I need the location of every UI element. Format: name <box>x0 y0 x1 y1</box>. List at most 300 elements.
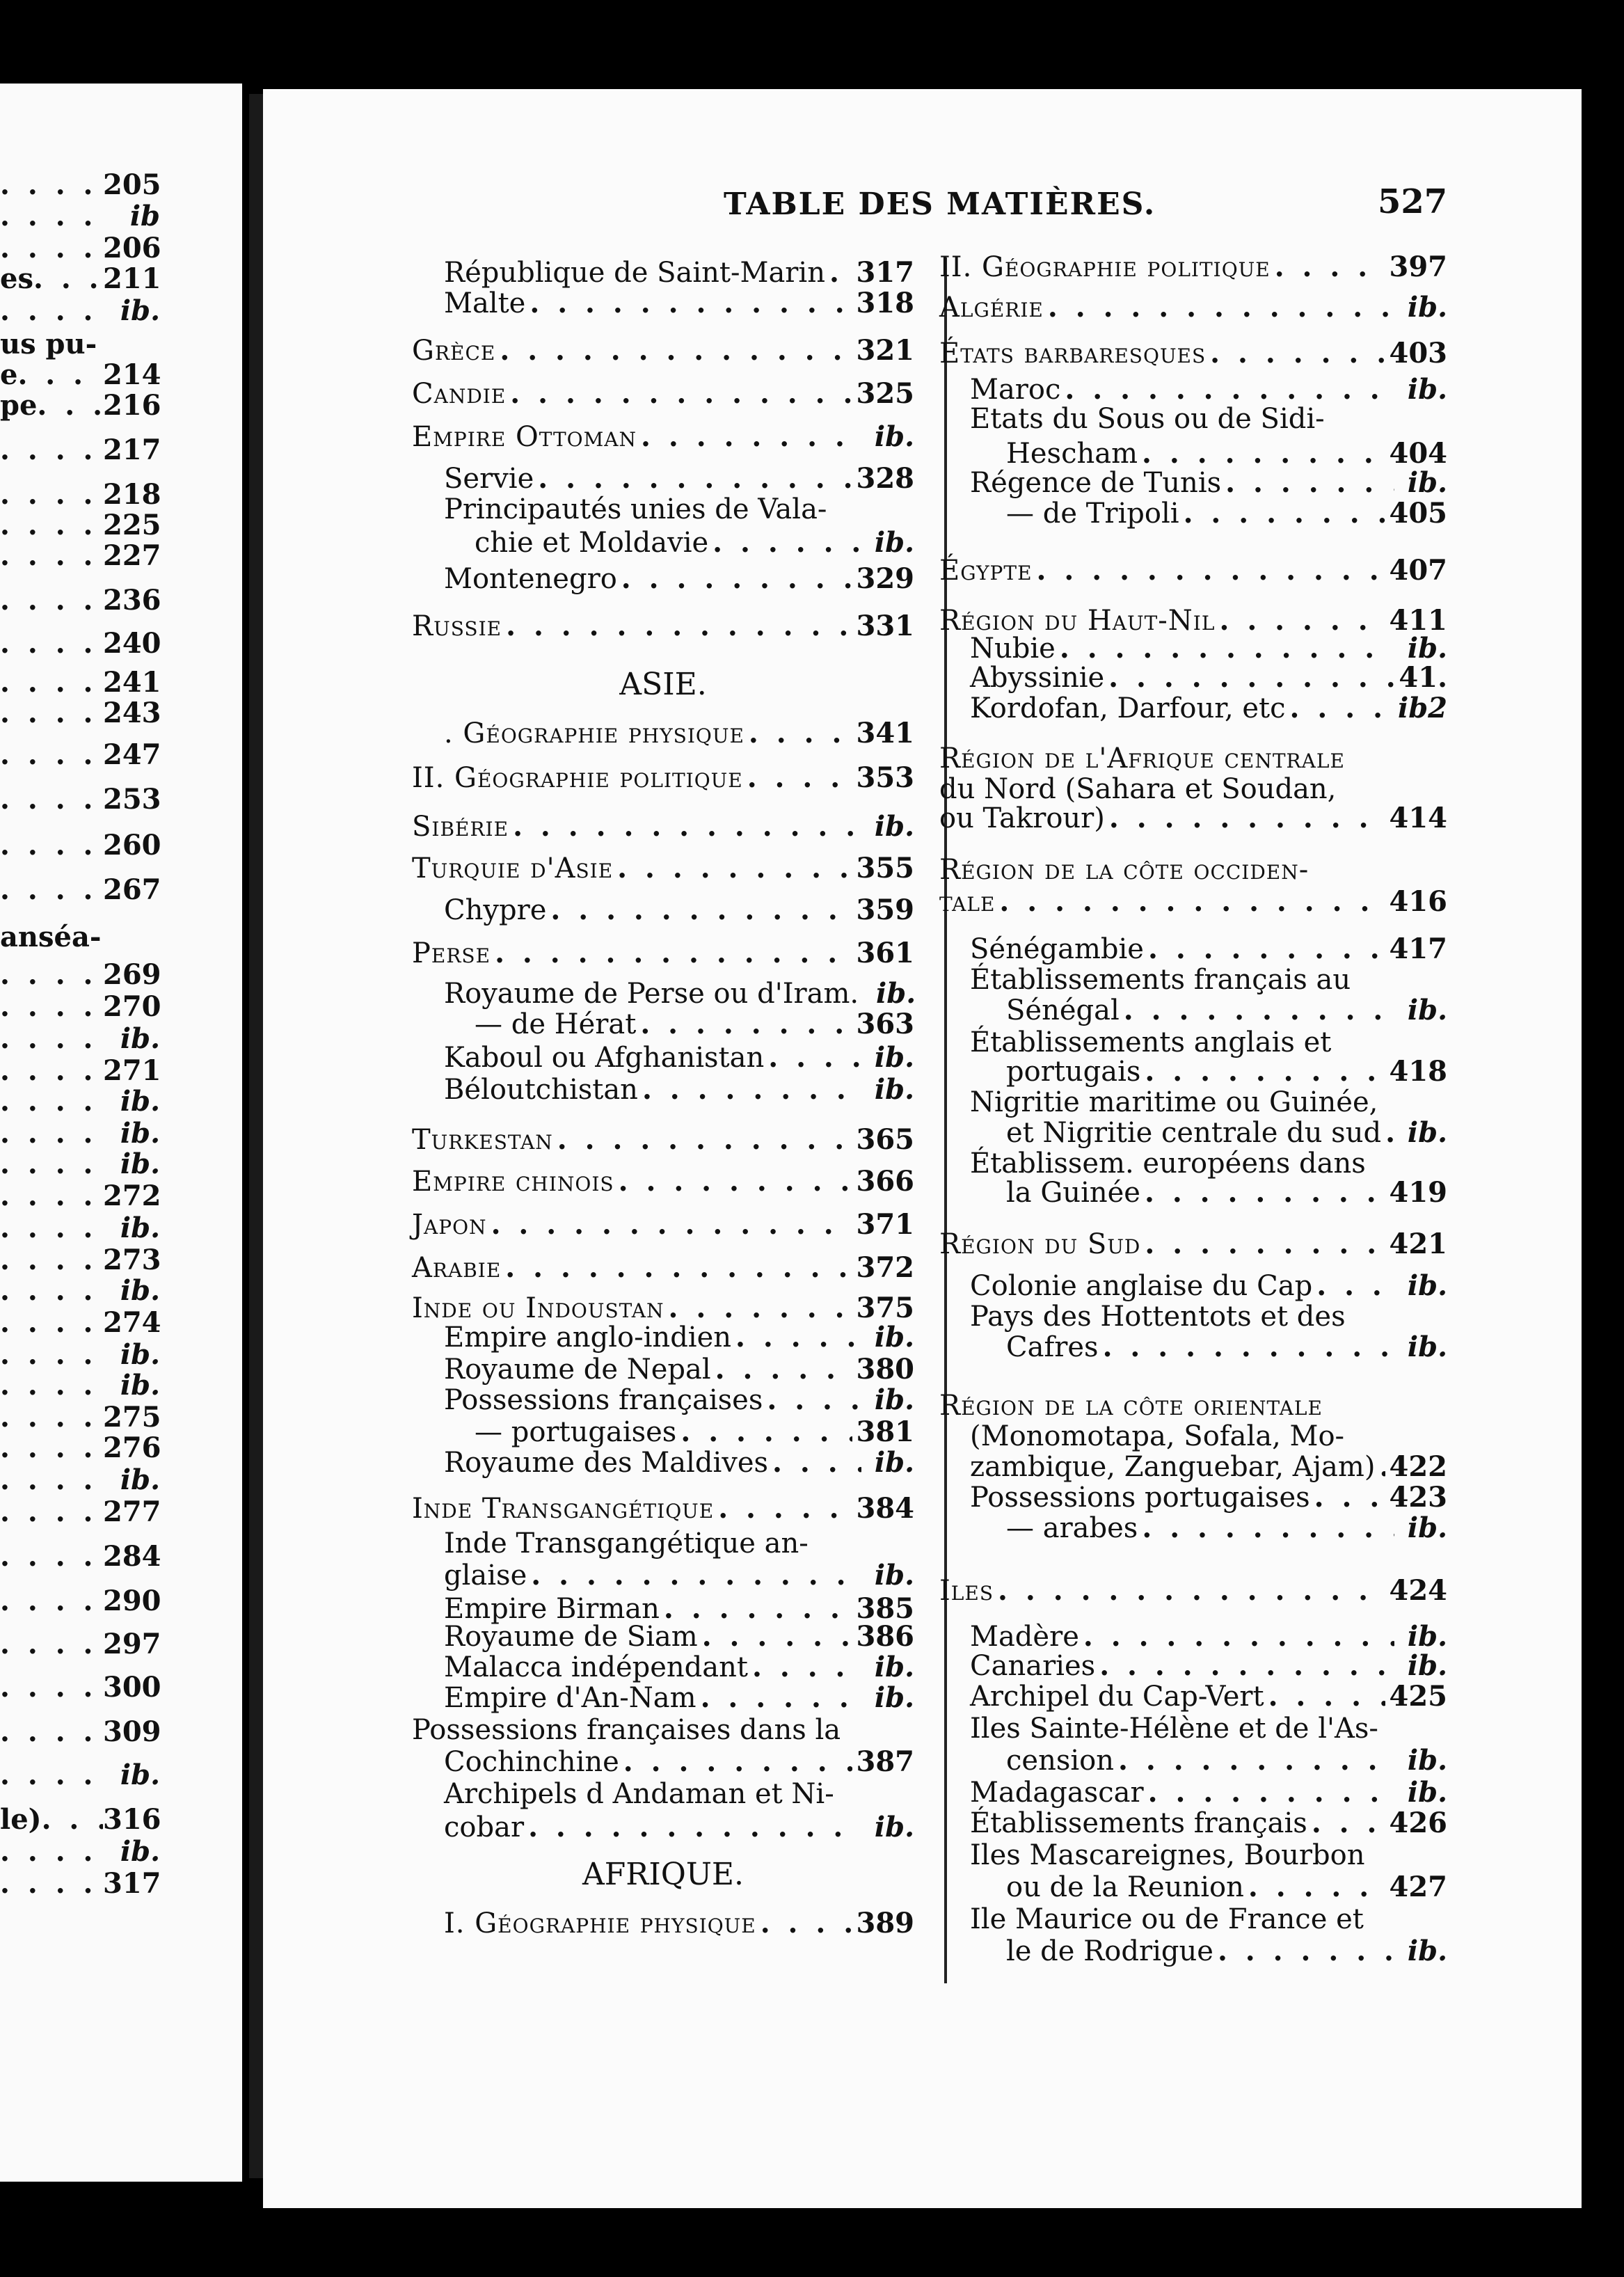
left-page-entry-page: ib. <box>120 1759 160 1791</box>
toc-entry <box>939 1300 1447 1333</box>
toc-entry <box>412 1777 914 1811</box>
toc-entry <box>939 337 1447 370</box>
toc-entry-page: ib. <box>1407 1269 1447 1302</box>
left-page-entry <box>0 1244 242 1276</box>
dot-leader <box>538 462 852 495</box>
left-page-entry-page: 206 <box>103 232 161 264</box>
toc-entry-title: Montenegro <box>444 563 617 595</box>
dot-leader <box>735 1321 861 1354</box>
toc-entry-title: Malacca indépendant <box>444 1651 748 1683</box>
dot-leader <box>0 232 103 264</box>
dot-leader <box>749 717 852 750</box>
left-page-entry-page: 267 <box>103 873 161 906</box>
dot-leader <box>1385 1116 1394 1150</box>
left-page-entry-title: pe <box>0 389 38 422</box>
toc-entry-title: Chypre <box>444 894 547 926</box>
dot-leader <box>0 1275 103 1307</box>
dot-leader <box>0 1118 103 1150</box>
toc-entry-page: ib. <box>1407 1512 1447 1544</box>
toc-entry-title: Sibérie <box>412 811 509 843</box>
dot-leader <box>1118 1744 1394 1777</box>
left-page-entry <box>0 1180 242 1212</box>
toc-entry-title: Région de la côte orientale <box>939 1390 1323 1422</box>
toc-entry-page: 361 <box>856 937 914 969</box>
toc-entry-title: Royaume de Nepal <box>444 1354 711 1386</box>
toc-entry <box>939 1935 1447 1968</box>
dot-leader <box>0 1055 103 1087</box>
left-page <box>0 84 242 2182</box>
toc-entry-page: 371 <box>856 1208 914 1241</box>
toc-entry <box>412 334 914 367</box>
dot-leader <box>0 830 103 862</box>
toc-entry-title: Égypte <box>939 555 1033 587</box>
toc-entry-title: Royaume de Siam <box>444 1621 698 1653</box>
toc-entry-page: ib. <box>874 1383 914 1416</box>
toc-entry <box>939 885 1447 919</box>
toc-entry-page: 359 <box>856 894 914 926</box>
toc-entry-title: I. Géographie physique <box>444 1907 756 1939</box>
dot-leader <box>1037 554 1385 587</box>
dot-leader <box>0 1759 103 1791</box>
toc-entry <box>939 1574 1447 1608</box>
toc-entry <box>412 1292 914 1325</box>
left-page-entry <box>0 1402 242 1434</box>
dot-leader <box>1268 1680 1385 1713</box>
toc-entry-title: ou de la Reunion <box>1006 1871 1244 1903</box>
dot-leader <box>0 739 103 771</box>
toc-entry <box>939 1680 1447 1713</box>
dot-leader <box>621 562 852 596</box>
left-page-entry-page: 227 <box>103 539 161 572</box>
dot-leader <box>701 1681 861 1715</box>
left-page-entry <box>0 921 242 953</box>
left-page-entry <box>0 1148 242 1180</box>
dot-leader <box>0 169 103 201</box>
toc-entry <box>412 1492 914 1525</box>
toc-entry-page: 407 <box>1389 554 1447 587</box>
left-page-entry <box>0 1118 242 1150</box>
dot-leader <box>0 1432 103 1464</box>
toc-entry-page: 419 <box>1389 1176 1447 1209</box>
left-page-entry-title: e <box>0 358 18 391</box>
dot-leader <box>1142 1512 1394 1545</box>
toc-entry-page: 366 <box>856 1165 914 1198</box>
toc-entry <box>412 1527 914 1560</box>
toc-entry-title: Kaboul ou Afghanistan <box>444 1042 765 1074</box>
left-page-entry-title: us pu- <box>0 328 97 360</box>
left-page-entry <box>0 200 242 232</box>
toc-entry <box>412 1165 914 1198</box>
left-page-entry-page: ib. <box>120 1338 160 1371</box>
left-page-entry-page: ib. <box>120 1835 160 1868</box>
toc-entry-page: 321 <box>856 334 914 367</box>
left-page-entry <box>0 1370 242 1402</box>
toc-entry-title: Grèce <box>412 335 496 367</box>
toc-entry-page: ib. <box>874 1811 914 1843</box>
section-title: AFRIQUE. <box>582 1857 745 1892</box>
left-page-entry <box>0 1541 242 1573</box>
dot-leader <box>0 1023 103 1055</box>
left-page-entry <box>0 359 242 391</box>
toc-entry <box>939 1450 1447 1484</box>
toc-entry-title: Nubie <box>970 633 1056 665</box>
left-page-entry <box>0 1212 242 1244</box>
dot-leader <box>1275 251 1385 284</box>
toc-entry-page: 422 <box>1389 1450 1447 1483</box>
toc-entry-page: ib. <box>874 1681 914 1714</box>
dot-leader <box>1184 497 1385 530</box>
dot-leader <box>0 628 103 660</box>
dot-leader <box>0 1496 103 1528</box>
left-page-entry <box>0 263 242 295</box>
dot-leader <box>17 359 103 391</box>
left-page-entry-page: 236 <box>103 584 161 617</box>
dot-leader <box>761 1907 852 1940</box>
dot-leader <box>557 1123 852 1157</box>
toc-entry-page: 380 <box>856 1353 914 1386</box>
toc-entry-page: 423 <box>1389 1481 1447 1514</box>
toc-entry-title: Possessions françaises <box>444 1384 763 1416</box>
dot-leader <box>747 761 852 795</box>
toc-entry-title: portugais <box>1006 1056 1141 1088</box>
toc-entry-title: ou Takrour) <box>939 802 1105 834</box>
toc-entry-title: Algérie <box>939 292 1044 324</box>
dot-leader <box>42 1804 103 1836</box>
left-page-entry <box>0 1716 242 1748</box>
toc-entry-page: 375 <box>856 1292 914 1324</box>
left-page-entry-page: 216 <box>103 389 161 422</box>
toc-entry-title: et Nigritie centrale du sud <box>1006 1117 1382 1149</box>
toc-entry-page: 353 <box>856 761 914 794</box>
toc-entry-title: Russie <box>412 610 502 642</box>
toc-entry-title: — arabes <box>1006 1512 1138 1544</box>
toc-entry-title: Royaume des Maldives <box>444 1447 769 1479</box>
toc-entry-title: Colonie anglaise du Cap <box>970 1270 1313 1302</box>
left-page-entry-page: ib. <box>120 1022 160 1055</box>
left-page-entry-title: le) <box>0 1803 42 1836</box>
left-page-entry-page: 270 <box>103 990 161 1023</box>
toc-entry-page: 355 <box>856 852 914 884</box>
dot-leader <box>0 1716 103 1748</box>
left-page-entry-page: 284 <box>103 1540 161 1573</box>
section-heading <box>412 1858 914 1891</box>
toc-entry-title: États barbaresques <box>939 338 1207 370</box>
toc-entry <box>412 717 914 750</box>
left-page-entry-page: 290 <box>103 1585 161 1617</box>
dot-leader <box>1218 1935 1394 1968</box>
toc-entry-page: 318 <box>856 287 914 319</box>
toc-entry <box>939 251 1447 284</box>
toc-entry <box>412 1681 914 1715</box>
dot-leader <box>1083 1620 1394 1653</box>
toc-entry-page: ib. <box>874 810 914 843</box>
left-page-entry-page: 271 <box>103 1054 161 1087</box>
toc-entry-page: 403 <box>1389 337 1447 370</box>
toc-entry-page: ib. <box>1407 632 1447 665</box>
toc-entry-page: 341 <box>856 717 914 749</box>
toc-entry-title: Japon <box>412 1209 487 1241</box>
left-page-entry-page: ib. <box>120 294 160 327</box>
toc-entry <box>939 661 1447 695</box>
toc-entry-title: République de Saint-Marin <box>444 257 825 289</box>
left-page-entry <box>0 434 242 466</box>
toc-entry <box>939 1807 1447 1840</box>
dot-leader <box>0 991 103 1023</box>
left-page-entry-page: ib. <box>120 1274 160 1307</box>
left-page-entry <box>0 784 242 816</box>
dot-leader <box>1210 337 1385 370</box>
dot-leader <box>0 1244 103 1276</box>
toc-entry <box>412 377 914 411</box>
toc-entry-title: Empire Ottoman <box>412 421 637 453</box>
toc-entry <box>939 1871 1447 1904</box>
toc-entry <box>412 420 914 454</box>
toc-entry-page: 404 <box>1389 437 1447 470</box>
left-page-entry <box>0 667 242 699</box>
dot-leader <box>0 1868 103 1900</box>
left-page-entry <box>0 1339 242 1371</box>
toc-entry-title: Région de l'Afrique centrale <box>939 743 1345 775</box>
toc-entry-page: ib. <box>1407 1776 1447 1809</box>
toc-entry-title: — de Hérat <box>475 1008 637 1040</box>
dot-leader <box>767 1383 861 1417</box>
dot-leader <box>0 1672 103 1704</box>
running-title: TABLE DES MATIÈRES. <box>724 187 1156 222</box>
toc-entry-page: ib. <box>874 1446 914 1479</box>
dot-leader <box>1124 994 1394 1027</box>
toc-entry-title: Établissem. européens dans <box>970 1148 1366 1180</box>
toc-entry-page: 365 <box>856 1123 914 1156</box>
toc-entry-title: Iles <box>939 1575 994 1607</box>
dot-leader <box>1065 373 1394 406</box>
toc-entry <box>939 1086 1447 1119</box>
toc-entry-page: 317 <box>856 256 914 289</box>
left-page-entry <box>0 509 242 541</box>
left-page-entry <box>0 1275 242 1307</box>
toc-entry-page: 416 <box>1389 885 1447 918</box>
toc-entry-page: 417 <box>1389 933 1447 965</box>
left-page-entry-page: ib. <box>120 1085 160 1118</box>
toc-entry-title: Régence de Tunis <box>970 467 1222 499</box>
toc-entry-title: Établissements anglais et <box>970 1026 1332 1058</box>
toc-entry-title: II. Géographie politique <box>412 762 743 794</box>
toc-entry <box>412 1123 914 1157</box>
toc-entry-title: cobar <box>444 1811 525 1843</box>
toc-entry <box>412 1321 914 1354</box>
left-page-entry <box>0 1432 242 1464</box>
toc-entry <box>939 1512 1447 1545</box>
dot-leader <box>0 1212 103 1244</box>
toc-entry-title: Béloutchistan <box>444 1074 638 1106</box>
left-page-entry-page: 276 <box>103 1431 161 1464</box>
toc-entry <box>939 497 1447 530</box>
toc-entry <box>939 933 1447 966</box>
toc-column-left <box>412 256 914 1996</box>
toc-entry <box>412 562 914 596</box>
dot-leader <box>1109 802 1385 835</box>
toc-entry-title: Maroc <box>970 374 1061 406</box>
toc-entry <box>412 1907 914 1940</box>
toc-entry-page: 384 <box>856 1492 914 1525</box>
dot-leader <box>0 1148 103 1180</box>
toc-entry-title: Canaries <box>970 1650 1096 1682</box>
left-page-entry-page: ib. <box>120 1212 160 1244</box>
toc-entry <box>412 1559 914 1592</box>
dot-leader <box>0 667 103 699</box>
toc-entry-title: Possessions françaises dans la <box>412 1714 841 1746</box>
toc-entry <box>412 852 914 885</box>
toc-entry-title: Empire Birman <box>444 1593 660 1625</box>
toc-entry <box>939 402 1447 436</box>
left-page-entry <box>0 169 242 201</box>
toc-entry-page: ib. <box>1407 373 1447 406</box>
toc-entry-page: 421 <box>1389 1228 1447 1260</box>
dot-leader <box>0 479 103 511</box>
toc-entry-title: Possessions portugaises <box>970 1482 1310 1514</box>
left-page-entry <box>0 1585 242 1617</box>
toc-entry-title: Principautés unies de Vala- <box>444 493 827 525</box>
left-page-entry <box>0 1836 242 1868</box>
toc-entry <box>939 291 1447 324</box>
dot-leader <box>1108 661 1394 695</box>
dot-leader <box>617 852 852 885</box>
toc-entry <box>412 1745 914 1779</box>
toc-entry-title: Arabie <box>412 1252 502 1284</box>
left-page-entry-page: 241 <box>103 666 161 699</box>
toc-entry-page: ib. <box>874 1041 914 1074</box>
toc-entry <box>412 977 914 1010</box>
toc-entry-title: Région de la côte occiden- <box>939 854 1309 886</box>
toc-entry-title: Inde ou Indoustan <box>412 1292 664 1324</box>
toc-entry-page: 411 <box>1389 604 1447 637</box>
toc-entry-page: 363 <box>856 1008 914 1040</box>
toc-entry-page: ib. <box>874 420 914 453</box>
left-page-entry-title: es <box>0 262 33 295</box>
left-page-entry <box>0 1464 242 1496</box>
dot-leader <box>0 434 103 466</box>
toc-entry-title: le de Rodrigue <box>1006 1935 1213 1967</box>
toc-entry-title: Empire chinois <box>412 1166 614 1198</box>
dot-leader <box>641 420 861 454</box>
left-page-entry-page: ib. <box>120 1463 160 1496</box>
toc-entry <box>939 1389 1447 1422</box>
dot-leader <box>1248 1871 1385 1904</box>
left-page-entry-page: 277 <box>103 1495 161 1528</box>
left-page-entry <box>0 959 242 991</box>
left-page-entry-page: 260 <box>103 829 161 862</box>
dot-leader <box>772 1446 861 1479</box>
toc-entry <box>939 1331 1447 1364</box>
toc-entry <box>412 1415 914 1449</box>
toc-entry <box>939 1776 1447 1809</box>
toc-entry-page: 386 <box>856 1620 914 1653</box>
toc-entry-title: Archipels d Andaman et Ni- <box>444 1778 834 1810</box>
toc-entry <box>939 1147 1447 1180</box>
toc-entry <box>939 1903 1447 1936</box>
dot-leader <box>0 585 103 617</box>
toc-entry-title: Etats du Sous ou de Sidi- <box>970 403 1325 435</box>
toc-entry-title: Kordofan, Darfour, etc <box>970 692 1286 724</box>
left-page-entry <box>0 1086 242 1118</box>
dot-leader <box>702 1620 852 1653</box>
toc-entry-title: Région du Haut-Nil <box>939 605 1216 637</box>
toc-entry-page: ib. <box>1407 466 1447 499</box>
toc-entry-title: Perse <box>412 937 491 969</box>
dot-leader <box>715 1353 852 1386</box>
toc-entry-title: Turkestan <box>412 1124 553 1156</box>
toc-entry-page: 426 <box>1389 1807 1447 1839</box>
toc-entry-page: 427 <box>1389 1871 1447 1903</box>
left-page-entry <box>0 1804 242 1836</box>
toc-entry-page: ib. <box>1407 1331 1447 1363</box>
dot-leader <box>680 1415 852 1449</box>
left-page-entry-title: anséa- <box>0 921 102 953</box>
toc-entry-title: Malte <box>444 287 526 319</box>
toc-entry-title: du Nord (Sahara et Soudan, <box>939 773 1337 805</box>
left-page-entry <box>0 1307 242 1339</box>
dot-leader <box>0 295 103 327</box>
dot-leader <box>0 1086 103 1118</box>
dot-leader <box>0 509 103 541</box>
toc-entry <box>939 466 1447 500</box>
toc-entry <box>939 1839 1447 1872</box>
toc-entry-title: Région du Sud <box>939 1228 1141 1260</box>
dot-leader <box>513 810 861 843</box>
left-page-entry-page: 273 <box>103 1244 161 1276</box>
dot-leader <box>1048 291 1394 324</box>
toc-entry-page: 372 <box>856 1251 914 1284</box>
dot-leader <box>669 1292 852 1325</box>
left-page-entry <box>0 830 242 862</box>
dot-leader <box>528 1811 861 1844</box>
left-page-entry <box>0 991 242 1023</box>
toc-entry <box>939 1744 1447 1777</box>
section-title: ASIE. <box>619 667 707 702</box>
dot-leader <box>0 874 103 906</box>
toc-entry-title: . Géographie physique <box>444 717 745 749</box>
left-page-entry <box>0 540 242 572</box>
toc-entry <box>939 692 1447 725</box>
left-page-entry-page: 247 <box>103 738 161 771</box>
toc-entry-title: Madagascar <box>970 1777 1144 1809</box>
toc-entry-title: Établissements français <box>970 1807 1307 1839</box>
toc-entry-title: Nigritie maritime ou Guinée, <box>970 1086 1378 1118</box>
dot-leader <box>0 1464 103 1496</box>
toc-entry-title: Empire d'An-Nam <box>444 1682 696 1714</box>
toc-entry <box>412 810 914 843</box>
toc-entry-page: 329 <box>856 562 914 595</box>
toc-entry <box>939 373 1447 406</box>
left-page-entry <box>0 1496 242 1528</box>
left-page-entry <box>0 585 242 617</box>
toc-entry-page: ib. <box>1407 1116 1447 1149</box>
left-page-entry-page: 217 <box>103 434 161 466</box>
toc-entry-title: chie et Moldavie <box>475 527 709 559</box>
toc-entry-page: 397 <box>1389 251 1447 283</box>
dot-leader <box>1060 632 1394 665</box>
dot-leader <box>0 200 103 232</box>
toc-entry <box>412 1383 914 1417</box>
dot-leader <box>506 610 852 643</box>
toc-entry-page: 425 <box>1389 1680 1447 1713</box>
left-page-entry <box>0 295 242 327</box>
toc-entry-title: (Monomotapa, Sofala, Mo- <box>970 1420 1345 1452</box>
toc-entry <box>412 1620 914 1653</box>
left-page-entry <box>0 1759 242 1791</box>
toc-entry-page: 381 <box>856 1415 914 1448</box>
toc-entry-page: 331 <box>856 610 914 642</box>
dot-leader <box>1314 1481 1385 1514</box>
